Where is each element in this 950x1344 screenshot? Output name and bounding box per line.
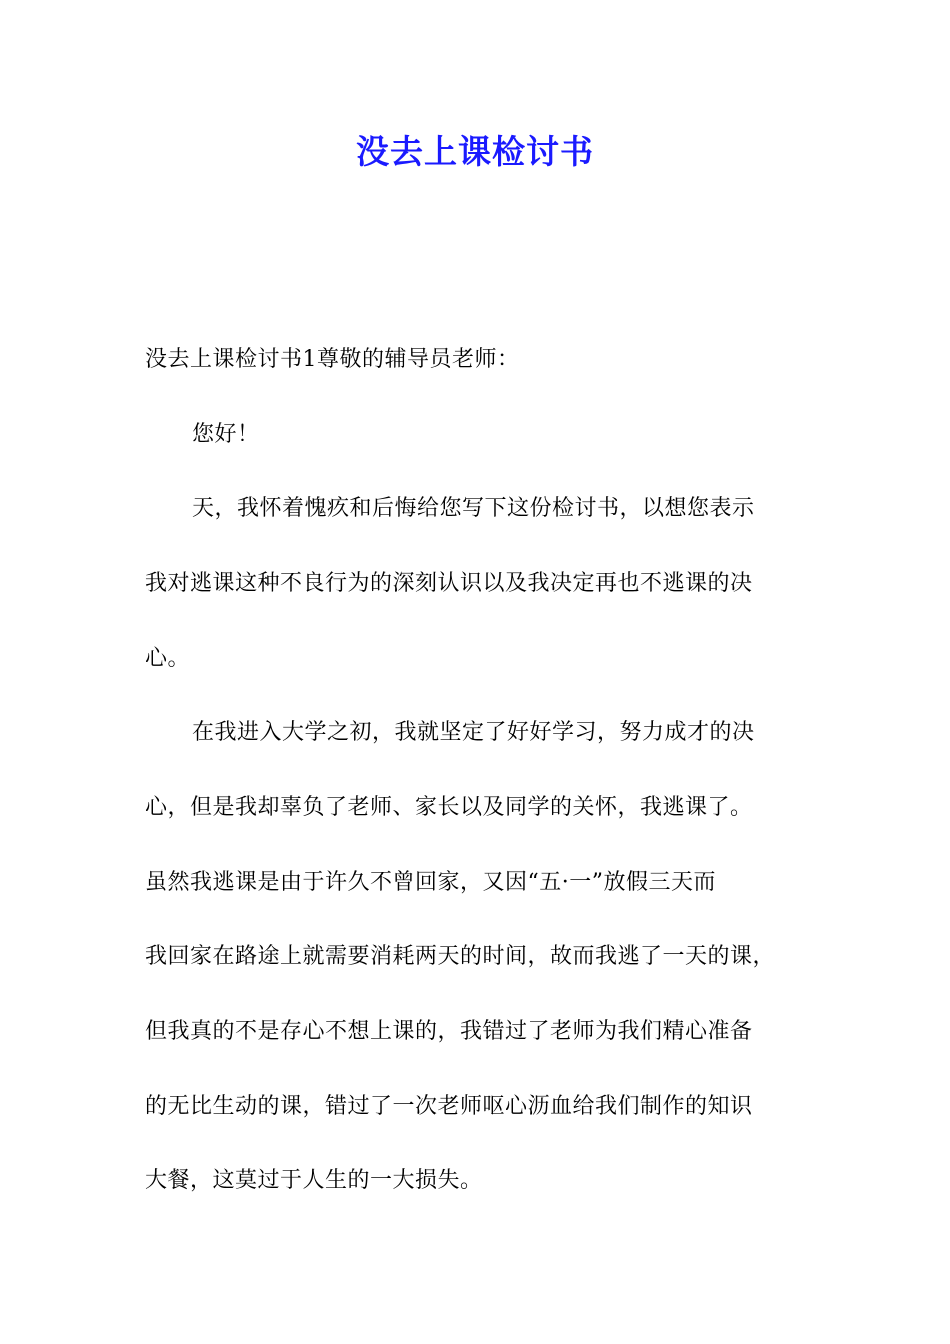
body-line: 天，我怀着愧疚和后悔给您写下这份检讨书，以想您表示 xyxy=(192,496,755,521)
greeting-line: 您好！ xyxy=(192,422,260,447)
body-line: 的无比生动的课，错过了一次老师呕心沥血给我们制作的知识 xyxy=(145,1094,753,1119)
salutation-line: 没去上课检讨书1尊敬的辅导员老师： xyxy=(145,347,520,372)
body-line: 虽然我逃课是由于许久不曾回家，又因“五·一”放假三天而 xyxy=(145,870,716,895)
body-line: 但我真的不是存心不想上课的，我错过了老师为我们精心准备 xyxy=(145,1019,753,1044)
document-title: 没去上课检讨书 xyxy=(356,132,594,171)
body-line: 大餐，这莫过于人生的一大损失。 xyxy=(145,1168,483,1193)
body-line: 我对逃课这种不良行为的深刻认识以及我决定再也不逃课的决 xyxy=(145,571,753,596)
body-line: 心，但是我却辜负了老师、家长以及同学的关怀，我逃课了。 xyxy=(145,795,753,820)
body-line: 心。 xyxy=(145,646,191,671)
body-line: 我回家在路途上就需要消耗两天的时间，故而我逃了一天的课， xyxy=(145,944,776,969)
body-line: 在我进入大学之初，我就坚定了好好学习，努力成才的决 xyxy=(192,720,755,745)
